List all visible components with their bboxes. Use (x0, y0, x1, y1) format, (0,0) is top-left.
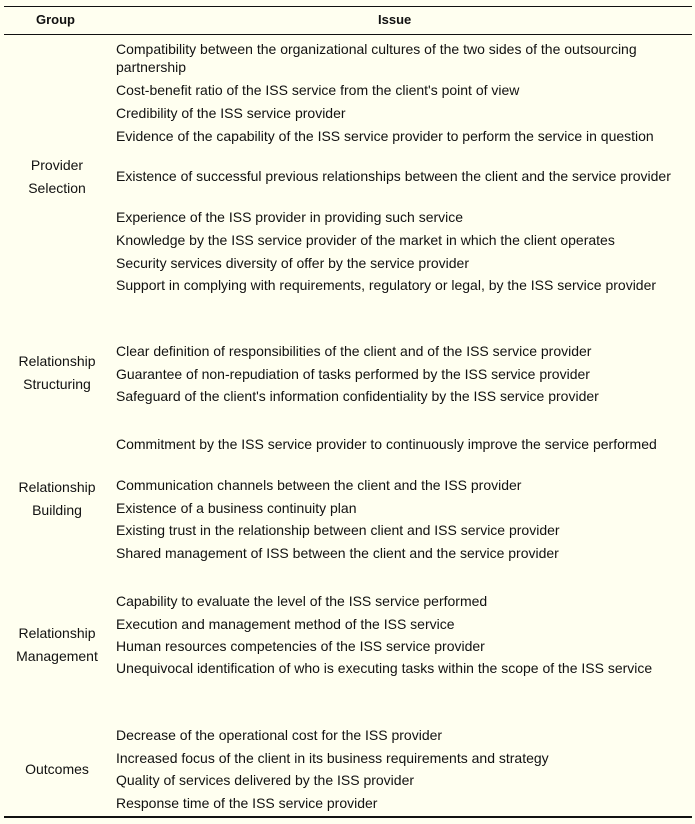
issue-item: Compatibility between the organizational cultures of the two sides of the outsourcing partnership (116, 41, 637, 75)
group-label-line: Provider (30, 157, 84, 173)
issue-item: Quality of services delivered by the ISS provider (116, 772, 415, 788)
issue-item: Experience of the ISS provider in providing such service (116, 209, 464, 225)
issue-item: Execution and management method of the ISS service (116, 616, 455, 632)
issue-item: Existence of a business continuity plan (116, 500, 357, 516)
issue-item: Guarantee of non-repudiation of tasks performed by the ISS service provider (116, 366, 590, 382)
issue-item: Commitment by the ISS service provider to continuously improve the service performed (116, 436, 657, 452)
group-label-line: Management (16, 648, 98, 664)
issue-item: Evidence of the capability of the ISS service provider to perform the service in question (116, 128, 654, 144)
group-label-line: Outcomes (25, 761, 89, 777)
group-label-provider-selection (0, 154, 114, 200)
group-label-line: Selection (28, 180, 86, 196)
issue-item: Unequivocal identification of who is executing tasks within the scope of the ISS service (116, 660, 653, 676)
table-top-rule (4, 6, 692, 7)
group-label-line: Building (32, 502, 82, 518)
issue-item: Safeguard of the client's information confidentiality by the ISS service provider (116, 388, 599, 404)
group-label-relationship-building (0, 476, 114, 522)
group-label-relationship-structuring (0, 350, 114, 396)
group-label-line: Structuring (23, 376, 91, 392)
group-label-outcomes (0, 758, 114, 781)
issue-item: Response time of the ISS service provider (116, 795, 378, 811)
column-header-issue: Issue (378, 12, 412, 27)
issue-item: Cost-benefit ratio of the ISS service from the client's point of view (116, 82, 520, 98)
issue-item: Decrease of the operational cost for the ISS provider (116, 727, 443, 743)
issue-item: Existence of successful previous relationships between the client and the service provider (116, 168, 671, 184)
issue-item: Shared management of ISS between the client and the service provider (116, 545, 559, 561)
issue-item: Security services diversity of offer by the service provider (116, 255, 469, 271)
column-header-group: Group (36, 12, 75, 27)
issue-item: Human resources competencies of the ISS service provider (116, 638, 485, 654)
issue-item: Communication channels between the client and the ISS provider (116, 477, 522, 493)
issue-item: Clear definition of responsibilities of the client and of the ISS service provider (116, 343, 592, 359)
issue-item: Existing trust in the relationship between client and ISS service provider (116, 522, 560, 538)
issue-item: Support in complying with requirements, regulatory or legal, by the ISS service provider (116, 277, 657, 293)
issue-item: Credibility of the ISS service provider (116, 105, 346, 121)
issue-item: Increased focus of the client in its business requirements and strategy (116, 750, 549, 766)
group-label-line: Relationship (18, 479, 96, 495)
issue-item: Knowledge by the ISS service provider of the market in which the client operates (116, 232, 615, 248)
group-label-relationship-management (0, 622, 114, 668)
table-header-rule (4, 34, 692, 35)
table-bottom-rule (4, 816, 692, 818)
issue-item: Capability to evaluate the level of the ISS service performed (116, 593, 488, 609)
group-label-line: Relationship (18, 353, 96, 369)
group-label-line: Relationship (18, 625, 96, 641)
